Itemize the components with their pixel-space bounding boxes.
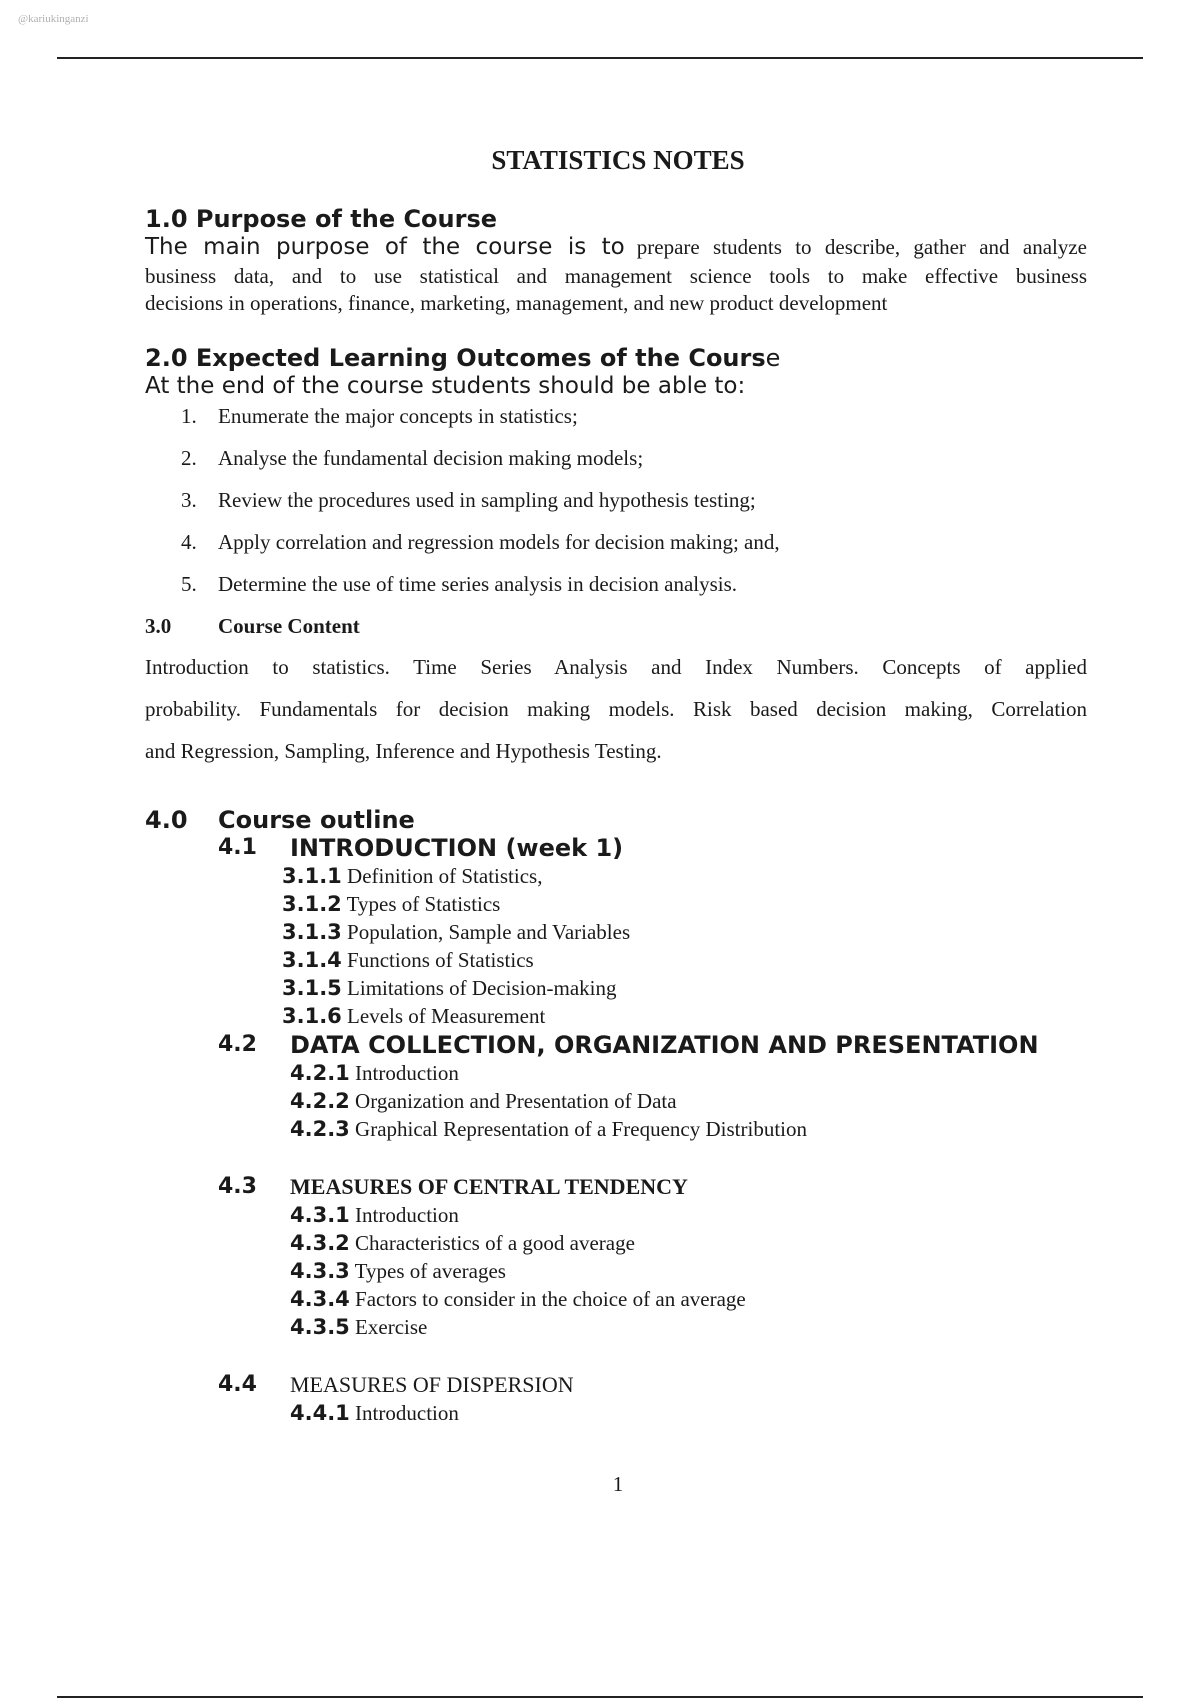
outcome-number: 2. (181, 446, 197, 470)
outline-item (290, 1315, 427, 1340)
section-2-heading (145, 344, 780, 372)
outline-item-text: Organization and Presentation of Data (355, 1089, 677, 1113)
outline-item-number: 4.2.1 (290, 1061, 350, 1085)
bottom-divider (57, 1696, 1143, 1698)
outcome-number: 4. (181, 530, 197, 554)
outline-item-text: Introduction (355, 1061, 459, 1085)
outline-item-number: 4.2.2 (290, 1089, 350, 1113)
outline-item-number: 3.1.1 (282, 864, 342, 888)
outline-item (290, 1287, 746, 1312)
outline-item (290, 1401, 459, 1426)
outcome-text: Review the procedures used in sampling and hypothesis testing; (218, 488, 756, 512)
page-number: 1 (612, 1472, 624, 1496)
outline-item-number: 3.1.4 (282, 948, 342, 972)
section-1-lead: The main purpose of the course is to (145, 234, 625, 260)
subsection-title: MEASURES OF DISPERSION (290, 1372, 574, 1397)
outline-item (290, 1203, 459, 1228)
outline-item (282, 892, 500, 917)
subsection-title: INTRODUCTION (week 1) (290, 834, 624, 862)
outline-item-text: Functions of Statistics (347, 948, 534, 972)
subsection-number: 4.1 (218, 835, 257, 860)
section-3-line-1: Introduction to statistics. Time Series Analysis and Index Numbers. Concepts of applied (145, 655, 1087, 679)
section-1-heading: 1.0 Purpose of the Course (145, 205, 498, 233)
outline-item-text: Definition of Statistics, (347, 864, 543, 888)
outcome-number: 5. (181, 572, 197, 596)
outline-item-text: Exercise (355, 1315, 428, 1339)
watermark: @kariukinganzi (18, 13, 89, 25)
section-3-heading: Course Content (218, 614, 360, 638)
section-3-number: 3.0 (145, 614, 172, 638)
section-2-heading-main: 2.0 Expected Learning Outcomes of the Cours (145, 344, 766, 372)
outline-item-text: Levels of Measurement (347, 1004, 546, 1028)
outline-item (290, 1231, 635, 1256)
outline-item-text: Introduction (355, 1203, 459, 1227)
outline-item-text: Introduction (355, 1401, 459, 1425)
outline-item-number: 4.2.3 (290, 1117, 350, 1141)
outline-item-text: Factors to consider in the choice of an average (355, 1287, 746, 1311)
outline-item-number: 4.3.5 (290, 1315, 350, 1339)
outcome-number: 1. (181, 404, 197, 428)
outline-item (282, 948, 534, 973)
outline-item-text: Characteristics of a good average (355, 1231, 635, 1255)
subsection-title: DATA COLLECTION, ORGANIZATION AND PRESENTATION (290, 1031, 1039, 1059)
outline-item-number: 4.3.2 (290, 1231, 350, 1255)
outline-item-number: 4.4.1 (290, 1401, 350, 1425)
page-title: STATISTICS NOTES (491, 145, 745, 175)
outline-item (282, 864, 542, 889)
outcome-text: Apply correlation and regression models for decision making; and, (218, 530, 780, 554)
outline-item-number: 4.3.3 (290, 1259, 350, 1283)
outline-item (290, 1259, 506, 1284)
outcome-number: 3. (181, 488, 197, 512)
outline-item-text: Types of Statistics (346, 892, 501, 916)
subsection-number: 4.3 (218, 1174, 257, 1199)
outline-item (290, 1117, 807, 1142)
outline-item-number: 4.3.4 (290, 1287, 350, 1311)
outline-item (282, 1004, 545, 1029)
top-divider (57, 57, 1143, 59)
section-3-line-2: probability. Fundamentals for decision making models. Risk based decision making, Correlation (145, 697, 1087, 721)
outline-item-number: 3.1.3 (282, 920, 342, 944)
section-4-heading: Course outline (218, 806, 415, 834)
outline-item-text: Limitations of Decision-making (347, 976, 617, 1000)
section-4-number: 4.0 (145, 806, 188, 834)
outcome-text: Enumerate the major concepts in statistics; (218, 404, 578, 428)
subsection-number: 4.2 (218, 1032, 257, 1057)
section-1-line-3: decisions in operations, finance, marketing, management, and new product development (145, 291, 888, 315)
outcome-text: Determine the use of time series analysis in decision analysis. (218, 572, 738, 596)
section-2-intro: At the end of the course students should be able to: (145, 373, 746, 399)
outline-item-text: Population, Sample and Variables (347, 920, 631, 944)
outline-item (282, 976, 617, 1001)
outline-item (282, 920, 630, 945)
section-1-line-1 (145, 234, 1087, 260)
outline-item-number: 4.3.1 (290, 1203, 350, 1227)
outline-item-text: Types of averages (354, 1259, 506, 1283)
outline-item-number: 3.1.6 (282, 1004, 342, 1028)
section-1-line-2: business data, and to use statistical and management science tools to make effective business (145, 264, 1087, 288)
outline-item-number: 3.1.5 (282, 976, 342, 1000)
section-3-line-3: and Regression, Sampling, Inference and Hypothesis Testing. (145, 739, 662, 763)
subsection-number: 4.4 (218, 1372, 257, 1397)
outline-item-text: Graphical Representation of a Frequency Distribution (355, 1117, 807, 1141)
outline-item-number: 3.1.2 (282, 892, 342, 916)
outline-item (290, 1061, 459, 1086)
outcome-text: Analyse the fundamental decision making models; (218, 446, 644, 470)
outline-item (290, 1089, 677, 1114)
subsection-title: MEASURES OF CENTRAL TENDENCY (290, 1174, 688, 1199)
section-2-heading-tail: e (765, 344, 781, 372)
section-1-line-1-rest: prepare students to describe, gather and analyze (636, 235, 1088, 259)
